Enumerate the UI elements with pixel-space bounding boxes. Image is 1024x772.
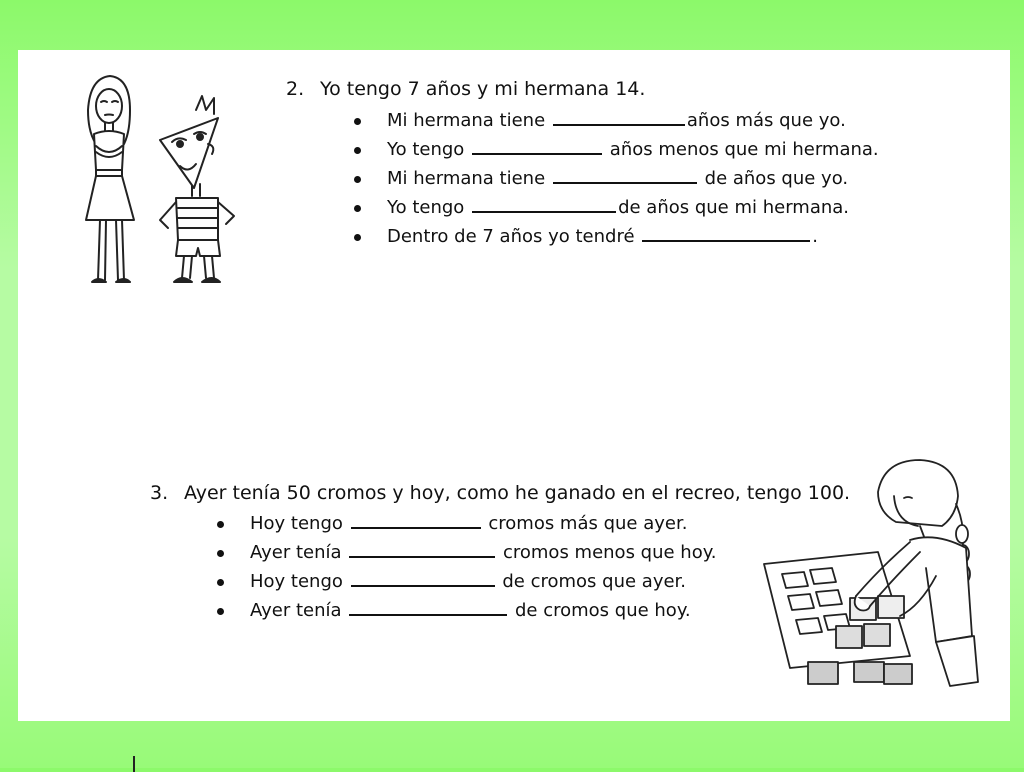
answer-blank[interactable]	[349, 598, 507, 616]
item-text-after: años más que yo.	[686, 110, 846, 131]
problem-3-item-4	[214, 598, 717, 627]
answer-blank[interactable]	[349, 540, 495, 558]
worksheet-page	[18, 50, 1010, 721]
problem-3-number: 3.	[150, 482, 169, 504]
problem-2-item-1	[351, 108, 879, 137]
problem-2-item-5	[351, 224, 879, 253]
item-text-before: Dentro de 7 años yo tendré	[387, 226, 635, 247]
text-cursor	[133, 756, 135, 772]
answer-blank[interactable]	[553, 108, 685, 126]
item-text-after: .	[812, 226, 818, 247]
item-text-before: Ayer tenía	[250, 600, 342, 621]
item-text-before: Mi hermana tiene	[387, 168, 546, 189]
item-text-after: cromos menos que hoy.	[502, 542, 717, 563]
item-text-after: de cromos que ayer.	[502, 571, 687, 592]
problem-2-item-2	[351, 137, 879, 166]
item-text-before: Yo tengo	[387, 139, 465, 160]
item-text-before: Yo tengo	[387, 197, 465, 218]
answer-blank[interactable]	[472, 195, 616, 213]
problem-2-text: Yo tengo 7 años y mi hermana 14.	[320, 78, 646, 100]
item-text-before: Hoy tengo	[250, 513, 343, 534]
problem-3-statement	[150, 482, 850, 504]
problem-2-item-3	[351, 166, 879, 195]
answer-blank[interactable]	[472, 137, 602, 155]
answer-blank[interactable]	[553, 166, 697, 184]
item-text-after: cromos más que ayer.	[488, 513, 688, 534]
problem-2-number: 2.	[286, 78, 305, 100]
problem-3-list	[214, 511, 717, 627]
item-text-after: de años que mi hermana.	[618, 197, 850, 218]
item-text-before: Hoy tengo	[250, 571, 343, 592]
problem-3-text: Ayer tenía 50 cromos y hoy, como he ganado en el recreo, tengo 100.	[184, 482, 851, 504]
problem-3-item-3	[214, 569, 717, 598]
girl-cards-illustration	[760, 456, 982, 688]
problem-3-item-1	[214, 511, 717, 540]
answer-blank[interactable]	[351, 511, 481, 529]
answer-blank[interactable]	[642, 224, 810, 242]
problem-2-list	[351, 108, 879, 253]
problem-3-item-2	[214, 540, 717, 569]
problem-2-item-4	[351, 195, 879, 224]
item-text-before: Mi hermana tiene	[387, 110, 546, 131]
item-text-after: de cromos que hoy.	[514, 600, 691, 621]
item-text-before: Ayer tenía	[250, 542, 342, 563]
siblings-illustration	[68, 70, 238, 292]
item-text-after: años menos que mi hermana.	[609, 139, 879, 160]
item-text-after: de años que yo.	[704, 168, 849, 189]
answer-blank[interactable]	[351, 569, 495, 587]
problem-2-statement	[286, 78, 645, 100]
